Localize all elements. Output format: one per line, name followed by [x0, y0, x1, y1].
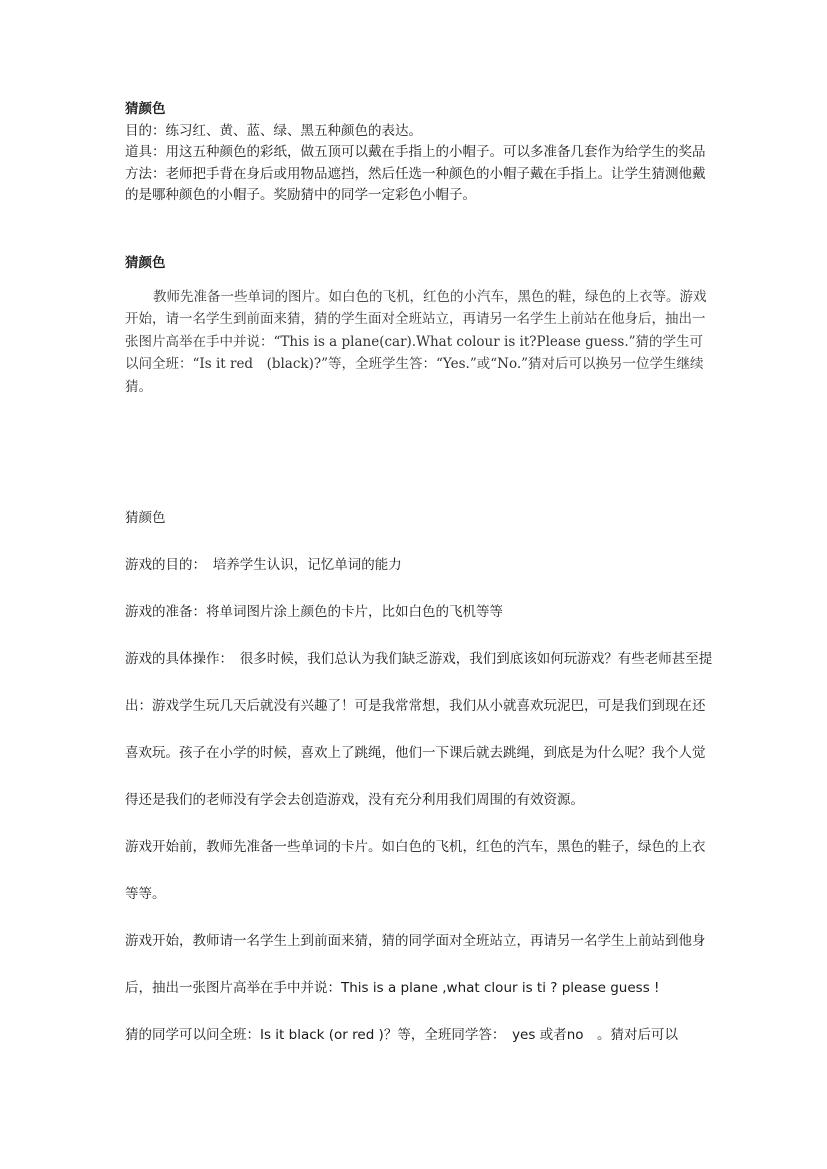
purpose-paragraph: 目的：练习红、黄、蓝、绿、黑五种颜色的表达。 — [125, 122, 422, 139]
goal-paragraph: 游戏的目的： 培养学生认识，记忆单词的能力 — [125, 557, 402, 573]
ask-paragraph: 猜的同学可以问全班：Is it black (or red )？等，全班同学答： yes 或者no 。猜对后可以 — [125, 1027, 679, 1043]
start-paragraph: 游戏开始，教师请一名学生上到前面来猜，猜的同学面对全班站立，再请另一名学生上前站到他身后，抽出一张图片高举在手中并说：This is a plane ,what clour is ti ? please guess ! — [125, 933, 706, 996]
section-title-3: 猜颜色 — [125, 510, 166, 526]
section-title-2: 猜颜色 — [125, 255, 166, 271]
before-paragraph: 游戏开始前，教师先准备一些单词的卡片。如白色的飞机，红色的汽车，黑色的鞋子，绿色的上衣等等。 — [125, 839, 706, 902]
section-title: 猜颜色 — [125, 101, 166, 117]
section-body-3 — [125, 542, 715, 1059]
prep-paragraph: 游戏的准备：将单词图片涂上颜色的卡片，比如白色的飞机等等 — [125, 604, 503, 620]
section-guess-color-1 — [125, 99, 715, 207]
method-paragraph: 方法：老师把手背在身后或用物品遮挡，然后任选一种颜色的小帽子戴在手指上。让学生猜测他戴的是哪种颜色的小帽子。奖励猜中的同学一定彩色小帽子。 — [125, 165, 706, 204]
operation-paragraph: 游戏的具体操作： 很多时候，我们总认为我们缺乏游戏，我们到底该如何玩游戏？有些老师甚至提出：游戏学生玩几天后就没有兴趣了！可是我常常想，我们从小就喜欢玩泥巴，可是我们到现在还喜欢玩。孩子在小学的时候，喜欢上了跳绳，他们一下课后就去跳绳，到底是为什么呢？我个人觉得还是我们的老师没有学会去创造游戏，没有充分利用我们周围的有效资源。 — [125, 651, 713, 808]
props-paragraph: 道具：用这五种颜色的彩纸，做五顶可以戴在手指上的小帽子。可以多准备几套作为给学生的奖品 — [125, 144, 706, 161]
section-body-2: 教师先准备一些单词的图片。如白色的飞机，红色的小汽车，黑色的鞋，绿色的上衣等。游戏开始，请一名学生到前面来猜，猜的学生面对全班站立，再请另一名学生上前站在他身后，抽出一张图片高举在手中并说：“This is a plane(car).What colour is it?Please guess.”猜的学生可以问全班：“Is it red (black)?”等，全班学生答：“Yes.”或“No.”猜对后可以换另一位学生继续猜。 — [125, 289, 707, 395]
